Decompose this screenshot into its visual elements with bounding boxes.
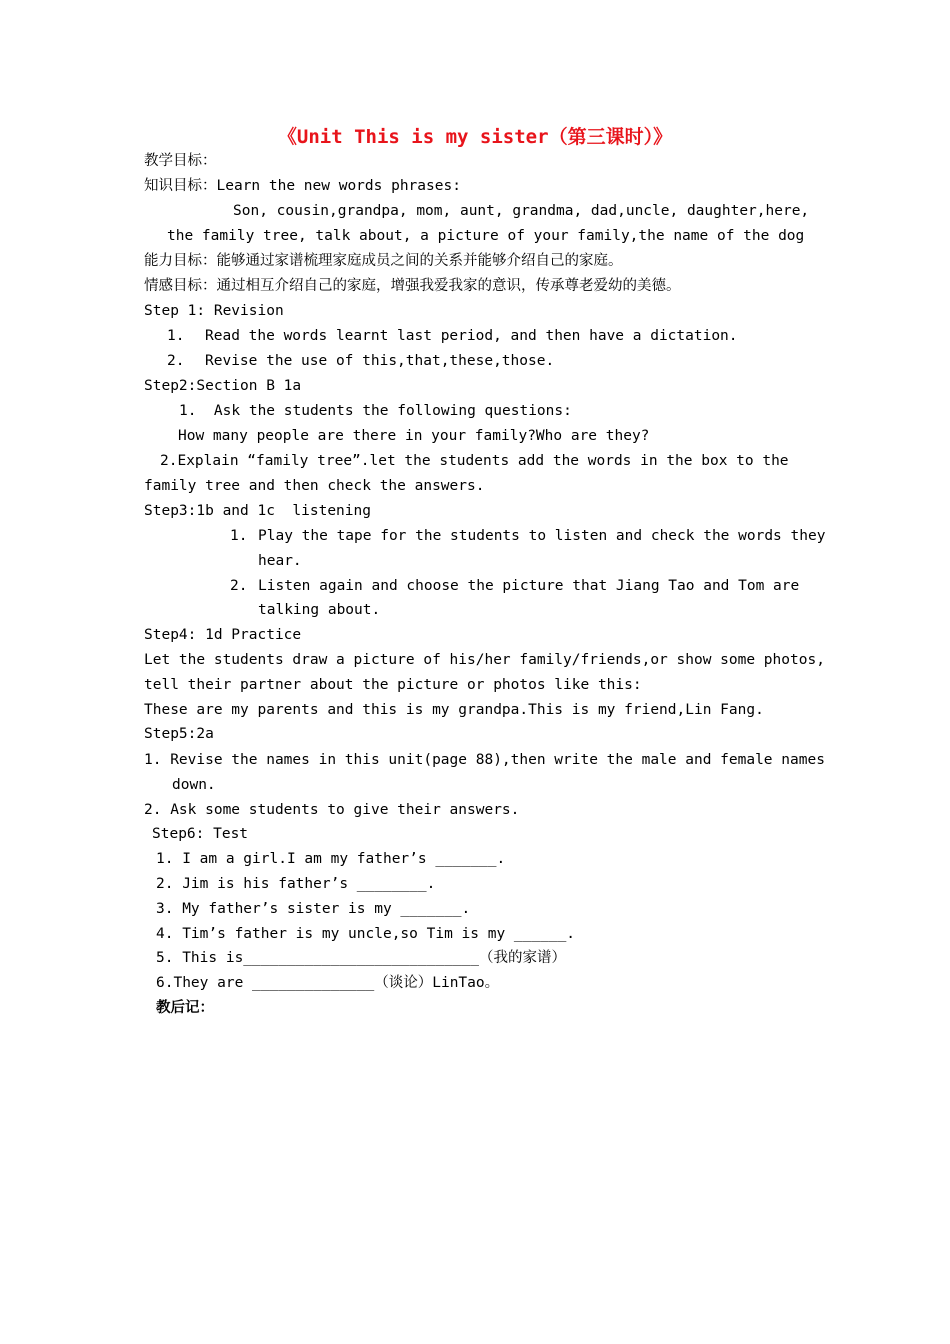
step4-line-1: Let the students draw a picture of his/her family/friends,or show some photos,	[144, 652, 825, 668]
step3-item-2-line-2: talking about.	[258, 602, 381, 618]
vocab-line-1: Son, cousin,grandpa, mom, aunt, grandma, dad,uncle, daughter,here,	[233, 203, 810, 219]
test-item-6: 6.They are ______________（谈论）LinTao。	[156, 975, 500, 991]
step3-item-1-line-1: Play the tape for the students to listen and check the words they	[258, 528, 826, 544]
step5-item-2: 2. Ask some students to give their answers.	[144, 802, 520, 818]
step4-line-2: tell their partner about the picture or photos like this:	[144, 677, 642, 693]
emotion-goal: 情感目标：通过相互介绍自己的家庭，增强我爱我家的意识，传承尊老爱幼的美德。	[144, 278, 681, 294]
objectives-heading: 教学目标：	[144, 153, 217, 169]
step3-heading: Step3:1b and 1c listening	[144, 503, 371, 519]
test-item-3: 3. My father’s sister is my _______.	[156, 901, 471, 917]
step3-item-2-line-1: Listen again and choose the picture that Jiang Tao and Tom are	[258, 578, 800, 594]
step2-item-2-line-2: family tree and then check the answers.	[144, 478, 485, 494]
test-item-2: 2. Jim is his father’s ________.	[156, 876, 436, 892]
step2-heading: Step2:Section B 1a	[144, 378, 302, 394]
test-item-1: 1. I am a girl.I am my father’s _______.	[156, 851, 506, 867]
step3-item-2-num: 2.	[230, 578, 248, 594]
step3-item-1-num: 1.	[230, 528, 248, 544]
test-item-4: 4. Tim’s father is my uncle,so Tim is my ______.	[156, 926, 576, 942]
after-class-note: 教后记：	[156, 1000, 214, 1016]
step1-item-2-num: 2.	[167, 353, 185, 369]
step5-heading: Step5:2a	[144, 726, 214, 742]
step1-item-1-num: 1.	[167, 328, 185, 344]
knowledge-goal: 知识目标：Learn the new words phrases:	[144, 178, 461, 194]
ability-goal: 能力目标：能够通过家谱梳理家庭成员之间的关系并能够介绍自己的家庭。	[144, 253, 623, 269]
step2-item-2-line-1: 2.Explain “family tree”.let the students add the words in the box to the	[160, 453, 789, 469]
step5-item-1-line-1: 1. Revise the names in this unit(page 88),then write the male and female names	[144, 752, 825, 768]
step6-heading: Step6: Test	[152, 826, 249, 842]
step1-item-1-text: Read the words learnt last period, and then have a dictation.	[205, 328, 738, 344]
step1-heading: Step 1: Revision	[144, 303, 284, 319]
step3-item-1-line-2: hear.	[258, 553, 302, 569]
test-item-5: 5. This is___________________________（我的家谱）	[156, 950, 566, 966]
step2-item-1: 1. Ask the students the following questions:	[179, 403, 572, 419]
step2-question: How many people are there in your family?Who are they?	[178, 428, 650, 444]
step4-heading: Step4: 1d Practice	[144, 627, 302, 643]
step4-line-3: These are my parents and this is my grandpa.This is my friend,Lin Fang.	[144, 702, 764, 718]
document-title: 《Unit This is my sister（第三课时）》	[277, 126, 673, 148]
step5-item-1-line-2: down.	[172, 777, 216, 793]
vocab-line-2: the family tree, talk about, a picture of your family,the name of the dog	[167, 228, 805, 244]
step1-item-2-text: Revise the use of this,that,these,those.	[205, 353, 555, 369]
